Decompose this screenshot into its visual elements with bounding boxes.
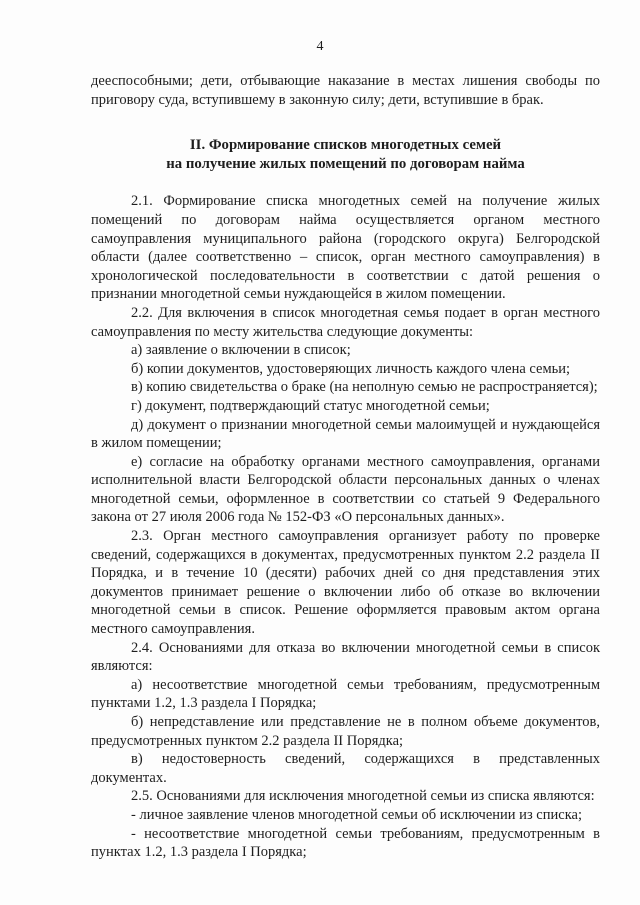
page-number: 4: [316, 39, 324, 54]
refusal-item-v: в) недостоверность сведений, содержащихся в представленных документах.: [91, 751, 600, 786]
intro-paragraph: дееспособными; дети, отбывающие наказание в местах лишения свободы по приговору суда, вступившему в законную силу; дети, вступившие в брак.: [91, 73, 600, 108]
paragraph-2-4: 2.4. Основаниями для отказа во включении многодетной семьи в список являются:: [91, 639, 600, 675]
exclusion-item-2: - несоответствие многодетной семьи требованиям, предусмотренным в пунктах 1.2, 1.3 раздела I Порядка;: [91, 825, 600, 861]
refusal-item-a: а) несоответствие многодетной семьи требованиям, предусмотренным пунктами 1.2, 1.3 раздела I Порядка;: [91, 676, 600, 712]
section-title-line-2: на получение жилых помещений по договорам найма: [166, 155, 525, 172]
section-heading: [91, 136, 600, 173]
section-title-line-1: II. Формирование списков многодетных семей: [189, 137, 502, 154]
paragraph-2-5: 2.5. Основаниями для исключения многодетной семьи из списка являются:: [131, 788, 595, 805]
paragraph-2-1: 2.1. Формирование списка многодетных семей на получение жилых помещений по договорам найма осуществляется органом местного самоуправления муниципального района (городского округа) Белгородской области (далее соответственно – список, орган местного самоуправления) в хронологической последовательности в соответствии с датой решения о признании многодетной семьи нуждающейся в жилом помещении.: [91, 193, 600, 303]
list-item-d: д) документ о признании многодетной семьи малоимущей и нуждающейся в жилом помещении;: [91, 416, 600, 452]
document-body: [91, 72, 600, 862]
exclusion-item-1: - личное заявление членов многодетной семьи об исключении из списка;: [131, 806, 582, 823]
list-item-v: в) копию свидетельства о браке (на неполную семью не распространяется);: [131, 379, 598, 396]
refusal-item-b: б) непредставление или представление не в полном объеме документов, предусмотренных пунктом 2.2 раздела II Порядка;: [91, 714, 600, 749]
list-item-a: а) заявление о включении в список;: [131, 342, 351, 359]
list-item-b: б) копии документов, удостоверяющих личность каждого члена семьи;: [131, 360, 571, 377]
list-item-e: е) согласие на обработку органами местного самоуправления, органами исполнительной власти Белгородской области персональных данных о членах многодетной семьи, оформленное в соответствии со статьей 9 Федерального закона от 27 июля 2006 года № 152-ФЗ «О персональных данных».: [91, 453, 600, 526]
paragraph-2-3: 2.3. Орган местного самоуправления организует работу по проверке сведений, содержащихся в документах, предусмотренных пунктом 2.2 раздела II Порядка, и в течение 10 (десяти) рабочих дней со дня представления этих документов принимает решение о включении либо об отказе во включении многодетной семьи в список. Решение оформляется правовым актом органа местного самоуправления.: [91, 528, 600, 638]
list-item-g: г) документ, подтверждающий статус многодетной семьи;: [131, 397, 490, 414]
paragraph-2-2: 2.2. Для включения в список многодетная семья подает в орган местного самоуправления по месту жительства следующие документы:: [91, 304, 600, 340]
